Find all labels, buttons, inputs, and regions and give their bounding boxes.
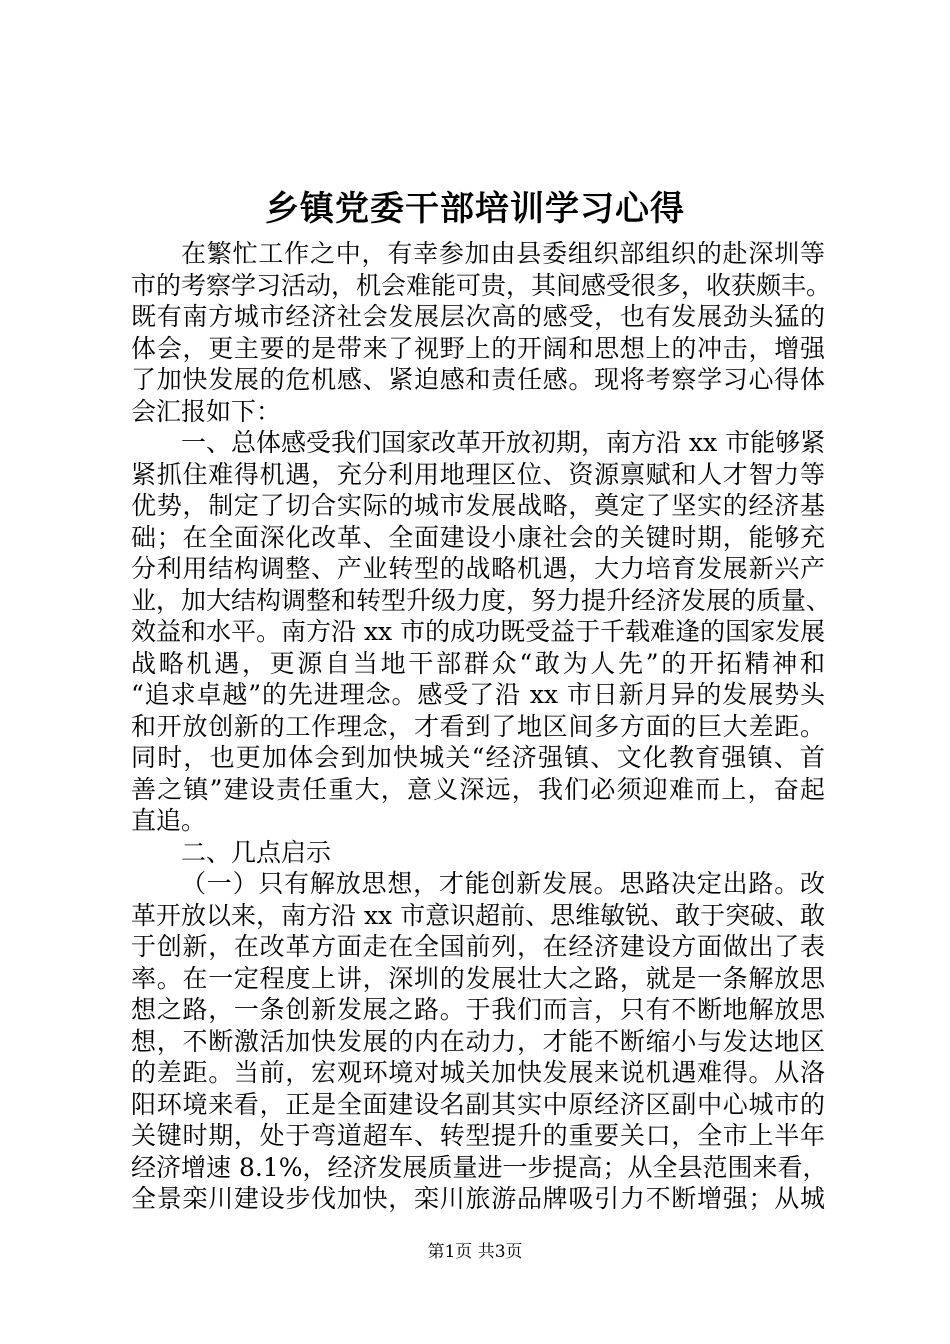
text-line: 分利用结构调整、产业转型的战略机遇，大力培育发展新兴产 [131, 554, 825, 583]
text-line: 战略机遇，更源自当地干部群众“敢为人先”的开拓精神和 [131, 648, 825, 678]
text-line: 想之路，一条创新发展之路。于我们而言，只有不断地解放思 [131, 995, 825, 1024]
section-heading: 二、几点启示 [181, 837, 332, 867]
text-line: 在繁忙工作之中，有幸参加由县委组织部组织的赴深圳等 [181, 239, 825, 268]
text-line: 同时，也更加体会到加快城关“经济强镇、文化教育强镇、首 [131, 743, 825, 772]
text-line: 善之镇”建设责任重大，意义深远，我们必须迎难而上，奋起 [131, 774, 825, 804]
document-body [131, 238, 832, 1215]
text-line: 础；在全面深化改革、全面建设小康社会的关键时期，能够充 [131, 522, 825, 552]
text-line: 紧抓住难得机遇，充分利用地理区位、资源禀赋和人才智力等 [131, 459, 825, 489]
text-line: 想，不断激活加快发展的内在动力，才能不断缩小与发达地区 [131, 1026, 825, 1056]
text-line: 会汇报如下： [131, 396, 282, 426]
text-line: 了加快发展的危机感、紧迫感和责任感。现将考察学习心得体 [131, 365, 825, 394]
text-line: 率。在一定程度上讲，深圳的发展壮大之路，就是一条解放思 [131, 963, 825, 993]
text-line: 于创新，在改革方面走在全国前列，在经济建设方面做出了表 [131, 932, 825, 961]
text-line: 全景栾川建设步伐加快，栾川旅游品牌吸引力不断增强；从城 [131, 1184, 825, 1213]
text-line: 直追。 [131, 806, 207, 835]
page-footer: 第1页 共3页 [427, 1242, 523, 1262]
text-line: 阳环境来看，正是全面建设名副其实中原经济区副中心城市的 [131, 1089, 825, 1119]
text-line: 一、总体感受我们国家改革开放初期，南方沿 xx 市能够紧 [181, 428, 826, 457]
text-line: 和开放创新的工作理念，才看到了地区间多方面的巨大差距。 [131, 711, 825, 741]
text-line: 效益和水平。南方沿 xx 市的成功既受益于千载难逢的国家发展 [131, 617, 826, 646]
text-line: 体会，更主要的是带来了视野上的开阔和思想上的冲击，增强 [131, 333, 825, 363]
text-line: 既有南方城市经济社会发展层次高的感受，也有发展劲头猛的 [131, 302, 825, 331]
text-line: 优势，制定了切合实际的城市发展战略，奠定了坚实的经济基 [131, 491, 825, 520]
text-line: 关键时期，处于弯道超车、转型提升的重要关口，全市上半年 [131, 1121, 825, 1150]
text-line: 革开放以来，南方沿 xx 市意识超前、思维敏锐、敢于突破、敢 [131, 900, 826, 930]
text-line: 经济增速 8.1%，经济发展质量进一步提高；从全县范围来看， [131, 1152, 828, 1182]
text-line: 的差距。当前，宏观环境对城关加快发展来说机遇难得。从洛 [131, 1058, 825, 1087]
text-line: （一）只有解放思想，才能创新发展。思路决定出路。改 [181, 869, 825, 898]
text-line: 业，加大结构调整和转型升级力度，努力提升经济发展的质量、 [131, 585, 832, 615]
text-line: “追求卓越”的先进理念。感受了沿 xx 市日新月异的发展势头 [131, 680, 825, 709]
text-line: 市的考察学习活动，机会难能可贵，其间感受很多，收获颇丰。 [131, 270, 832, 300]
document-title: 乡镇党委干部培训学习心得 [265, 189, 685, 229]
